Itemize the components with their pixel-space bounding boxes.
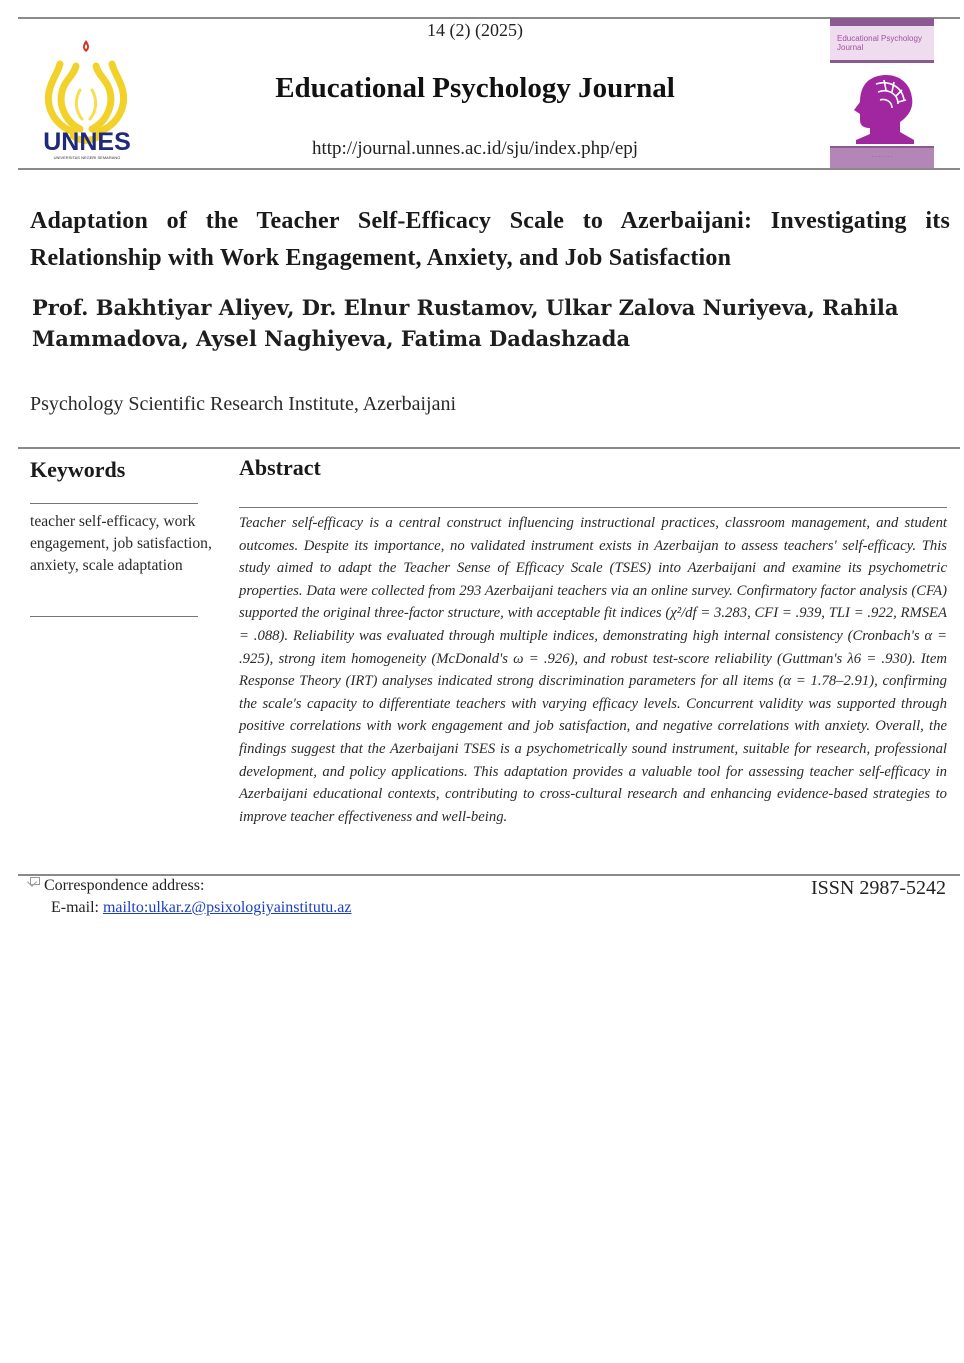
- article-affiliation: Psychology Scientific Research Institute, Azerbaijani: [30, 393, 456, 415]
- keywords-list: teacher self-efficacy, work engagement, job satisfaction, anxiety, scale adaptation: [30, 513, 212, 574]
- article-title: Adaptation of the Teacher Self-Efficacy Scale to Azerbaijani: Investigating its Relationship with Work Engagement, Anxiety, and Job Satisfaction: [30, 208, 950, 271]
- email-row: [51, 899, 351, 917]
- journal-cover-thumbnail: [830, 18, 934, 166]
- header-bottom-rule: [18, 168, 960, 170]
- footer-rule: [18, 874, 960, 876]
- journal-cover-head-icon: [848, 70, 918, 144]
- header-top-rule: [18, 17, 960, 19]
- correspondence-label: Correspondence address:: [44, 877, 205, 894]
- journal-title: Educational Psychology Journal: [275, 72, 675, 104]
- cover-top-band: [830, 18, 934, 26]
- email-link[interactable]: mailto:ulkar.z@psixologiyainstitutu.az: [102, 899, 352, 916]
- issn-number: ISSN 2987-5242: [810, 877, 946, 899]
- keywords-top-rule: [30, 503, 198, 504]
- unnes-wordmark: UNNES: [43, 128, 131, 156]
- envelope-icon: [30, 877, 40, 885]
- journal-url[interactable]: http://journal.unnes.ac.id/sju/index.php/epj: [311, 138, 639, 159]
- section-divider: [18, 447, 960, 449]
- abstract-text: Teacher self-efficacy is a central construct influencing instructional practices, classroom management, and student outcomes. Despite its importance, no validated instrument exists in Azerbaijan to assess teachers' self-efficacy. This study aimed to adapt the Teacher Sense of Efficacy Scale (TSES) into Azerbaijani and examine its psychometric properties. Data were collected from 293 Azerbaijani teachers via an online survey. Confirmatory factor analysis (CFA) supported the original three-factor structure, with acceptable fit indices (χ²/df = 3.283, CFI = .939, TLI = .922, RMSEA = .088). Reliability was evaluated through multiple indices, demonstrating high internal consistency (Cronbach's α = .925), strong item homogeneity (McDonald's ω = .926), and robust test-score reliability (Guttman's λ6 = .930). Item Response Theory (IRT) analyses indicated strong discrimination parameters for all items (α = 1.78–2.91), confirming the scale's capacity to differentiate teachers with varying efficacy levels. Concurrent validity was supported through positive correlations with work engagement and job satisfaction, and negative correlations with anxiety. Overall, the findings suggest that the Azerbaijani TSES is a psychometrically sound instrument, suitable for research, professional development, and policy applications. This adaptation provides a valuable tool for assessing teacher self-efficacy in Azerbaijani educational contexts, contributing to cross-cultural research and enhancing evidence-based strategies to improve teacher effectiveness and well-being.: [239, 515, 947, 825]
- email-label: E-mail:: [51, 899, 99, 916]
- abstract-top-rule: [239, 507, 947, 508]
- correspondence-address: [30, 877, 204, 895]
- keywords-heading: Keywords: [30, 457, 126, 482]
- issue-number: 14 (2) (2025): [427, 20, 523, 40]
- unnes-subtitle: UNIVERSITAS NEGERI SEMARANG: [53, 155, 121, 160]
- abstract-heading: Abstract: [239, 455, 321, 480]
- keywords-bottom-rule: [30, 616, 198, 617]
- cover-bottom-band: · · · · · · ·: [830, 146, 934, 168]
- article-authors: Prof. Bakhtiyar Aliyev, Dr. Elnur Rustamov, Ulkar Zalova Nuriyeva, Rahila Mammadova, Aysel Naghiyeva, Fatima Dadashzada: [32, 295, 899, 351]
- cover-title: Educational Psychology Journal: [837, 34, 922, 52]
- cover-title-box: [830, 26, 934, 63]
